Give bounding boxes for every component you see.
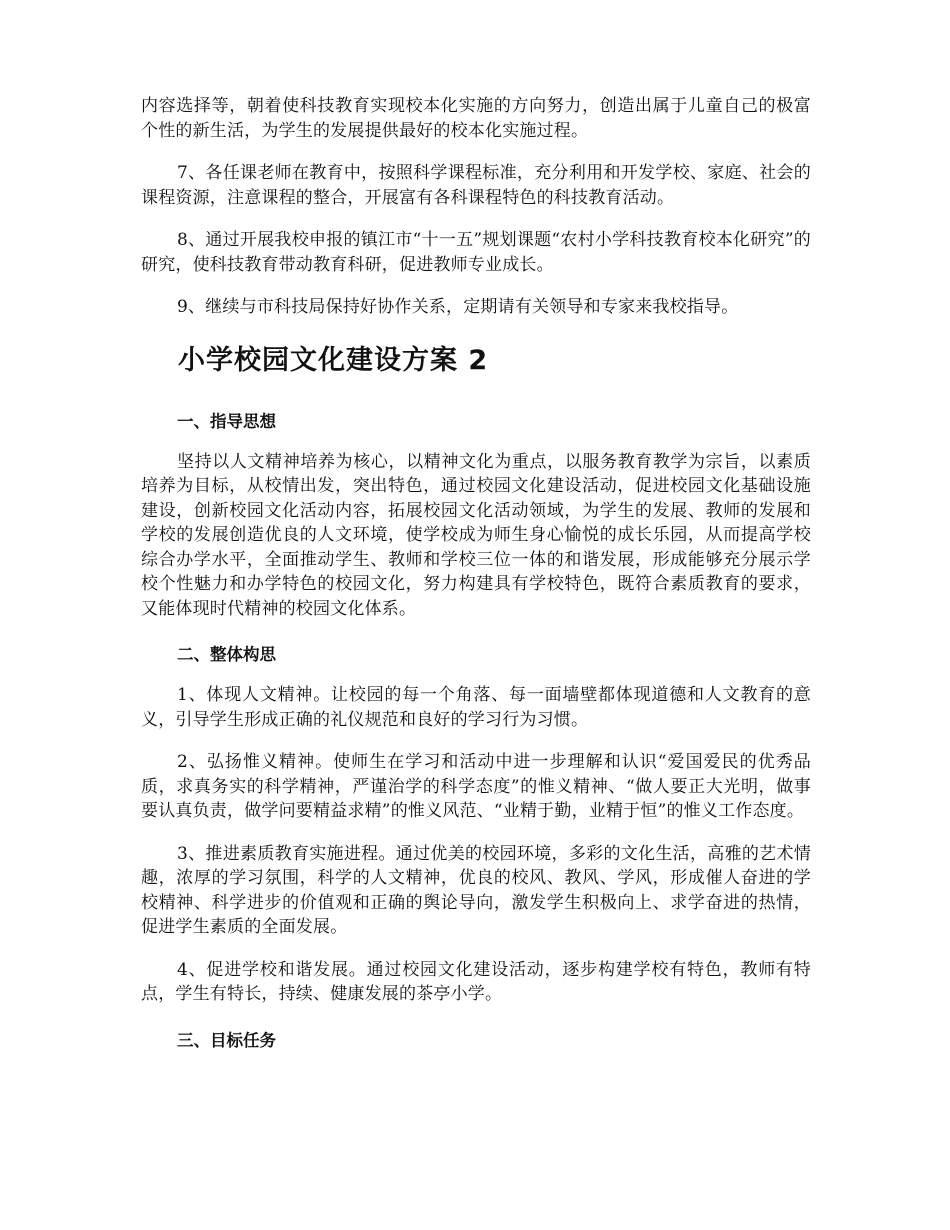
concept-item-4: 4、促进学校和谐发展。通过校园文化建设活动，逐步构建学校有特色，教师有特点，学生有特长，持续、健康发展的茶亭小学。 — [141, 959, 811, 1004]
section-heading-goals-tasks: 三、目标任务 — [177, 1030, 276, 1050]
list-item-8: 8、通过开展我校申报的镇江市“十一五”规划课题“农村小学科技教育校本化研究”的研究，使科技教育带动教育科研，促进教师专业成长。 — [141, 230, 811, 275]
concept-item-3: 3、推进素质教育实施进程。通过优美的校园环境，多彩的文化生活，高雅的艺术情趣，浓厚的学习氛围，科学的人文精神，优良的校风、教风、学风，形成催人奋进的学校精神、科学进步的价值观和正确的舆论导向，激发学生积极向上、求学奋进的热情，促进学生素质的全面发展。 — [141, 843, 811, 937]
document-title: 小学校园文化建设方案 2 — [178, 344, 489, 376]
section-heading-guiding-ideology: 一、指导思想 — [177, 411, 276, 431]
concept-item-1: 1、体现人文精神。让校园的每一个角落、每一面墙壁都体现道德和人文教育的意义，引导学生形成正确的礼仪规范和良好的学习行为习惯。 — [141, 685, 811, 730]
list-item-7: 7、各任课老师在教育中，按照科学课程标准，充分利用和开发学校、家庭、社会的课程资源，注意课程的整合，开展富有各科课程特色的科技教育活动。 — [141, 163, 811, 208]
list-item-9: 9、继续与市科技局保持好协作关系，定期请有关领导和专家来我校指导。 — [177, 297, 739, 317]
concept-item-2: 2、弘扬惟义精神。使师生在学习和活动中进一步理解和认识“爱国爱民的优秀品质，求真务实的科学精神，严谨治学的科学态度”的惟义精神、“做人要正大光明，做事要认真负责，做学问要精益求精”的惟义风范、“业精于勤，业精于恒”的惟义工作态度。 — [141, 752, 811, 821]
document-page — [141, 94, 811, 1053]
continuation-paragraph: 内容选择等，朝着使科技教育实现校本化实施的方向努力，创造出属于儿童自己的极富个性的新生活，为学生的发展提供最好的校本化实施过程。 — [141, 96, 811, 141]
section-heading-overall-concept: 二、整体构思 — [177, 645, 276, 664]
guiding-ideology-paragraph: 坚持以人文精神培养为核心，以精神文化为重点，以服务教育教学为宗旨，以素质培养为目标，从校情出发，突出特色，通过校园文化建设活动，促进校园文化基础设施建设，创新校园文化活动内容，拓展校园文化活动领域，为学生的发展、教师的发展和学校的发展创造优良的人文环境，使学校成为师生身心愉悦的成长乐园，从而提高学校综合办学水平，全面推动学生、教师和学校三位一体的和谐发展，形成能够充分展示学校个性魅力和办学特色的校园文化，努力构建具有学校特色，既符合素质教育的要求，又能体现时代精神的校园文化体系。 — [141, 451, 811, 619]
